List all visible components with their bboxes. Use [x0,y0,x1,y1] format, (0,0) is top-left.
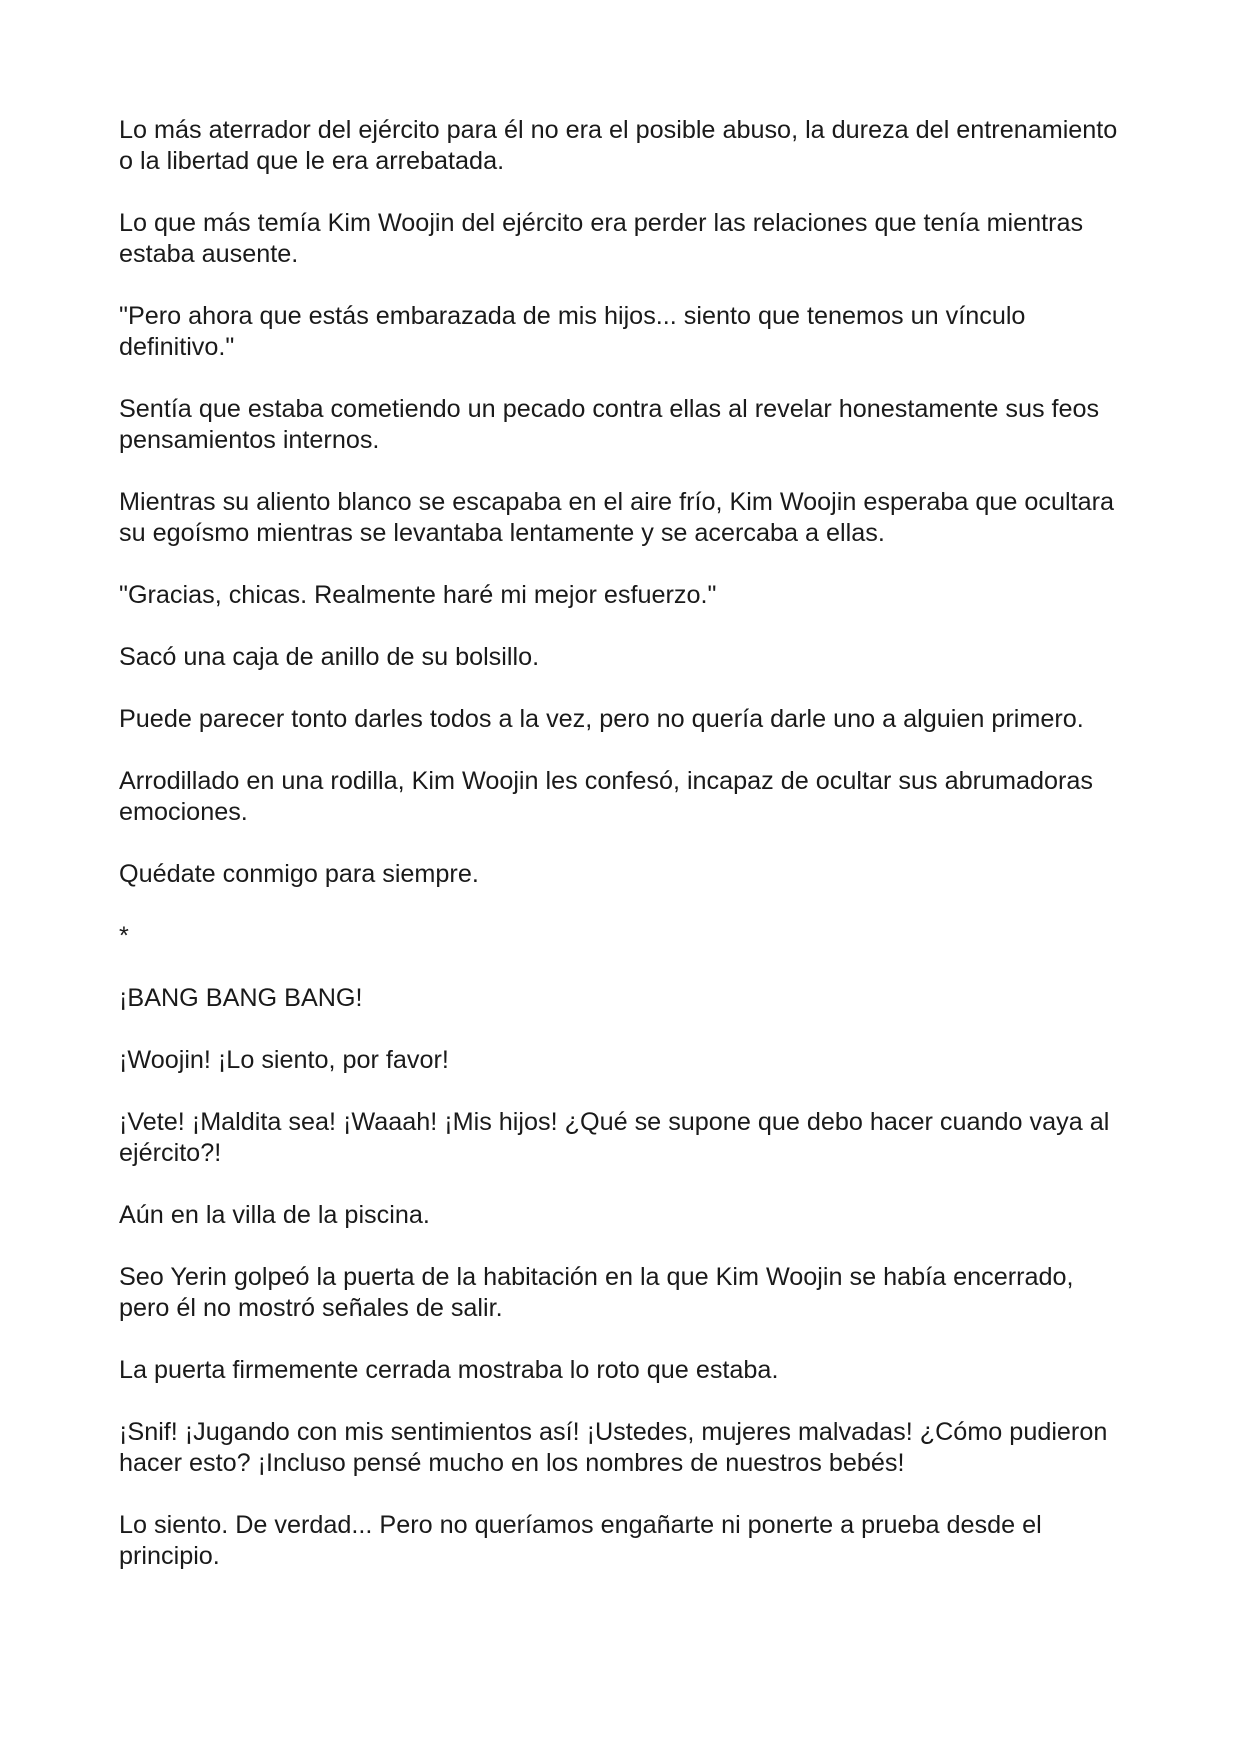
paragraph: ¡Woojin! ¡Lo siento, por favor! [119,1046,449,1074]
paragraph: Mientras su aliento blanco se escapaba en el aire frío, Kim Woojin esperaba que ocultara su egoísmo mientras se levantaba lentamente y se acercaba a ellas. [119,488,1115,547]
paragraph: Quédate conmigo para siempre. [119,860,479,888]
paragraph: Lo que más temía Kim Woojin del ejército era perder las relaciones que tenía mientras estaba ausente. [119,209,1084,268]
paragraph: Lo más aterrador del ejército para él no era el posible abuso, la dureza del entrenamiento o la libertad que le era arrebatada. [119,116,1118,175]
paragraph: Sentía que estaba cometiendo un pecado contra ellas al revelar honestamente sus feos pensamientos internos. [119,395,1100,454]
paragraph: Arrodillado en una rodilla, Kim Woojin les confesó, incapaz de ocultar sus abrumadoras emociones. [119,767,1093,826]
paragraph: Seo Yerin golpeó la puerta de la habitación en la que Kim Woojin se había encerrado, pero él no mostró señales de salir. [119,1263,1074,1322]
paragraph: ¡Vete! ¡Maldita sea! ¡Waaah! ¡Mis hijos! ¿Qué se supone que debo hacer cuando vaya al ejército?! [119,1108,1110,1167]
paragraph: "Gracias, chicas. Realmente haré mi mejor esfuerzo." [119,581,717,609]
paragraph: ¡Snif! ¡Jugando con mis sentimientos así! ¡Ustedes, mujeres malvadas! ¿Cómo pudieron hacer esto? ¡Incluso pensé mucho en los nombres de nuestros bebés! [119,1418,1108,1477]
scene-break: * [119,922,129,950]
paragraph: Sacó una caja de anillo de su bolsillo. [119,643,540,671]
paragraph: Lo siento. De verdad... Pero no queríamos engañarte ni ponerte a prueba desde el principio. [119,1511,1042,1570]
paragraph: La puerta firmemente cerrada mostraba lo roto que estaba. [119,1356,779,1384]
paragraph: "Pero ahora que estás embarazada de mis hijos... siento que tenemos un vínculo definitivo." [119,302,1026,361]
paragraph: Puede parecer tonto darles todos a la vez, pero no quería darle uno a alguien primero. [119,705,1084,733]
paragraph: Aún en la villa de la piscina. [119,1201,430,1229]
document-body [119,115,1129,1603]
paragraph: ¡BANG BANG BANG! [119,984,363,1012]
